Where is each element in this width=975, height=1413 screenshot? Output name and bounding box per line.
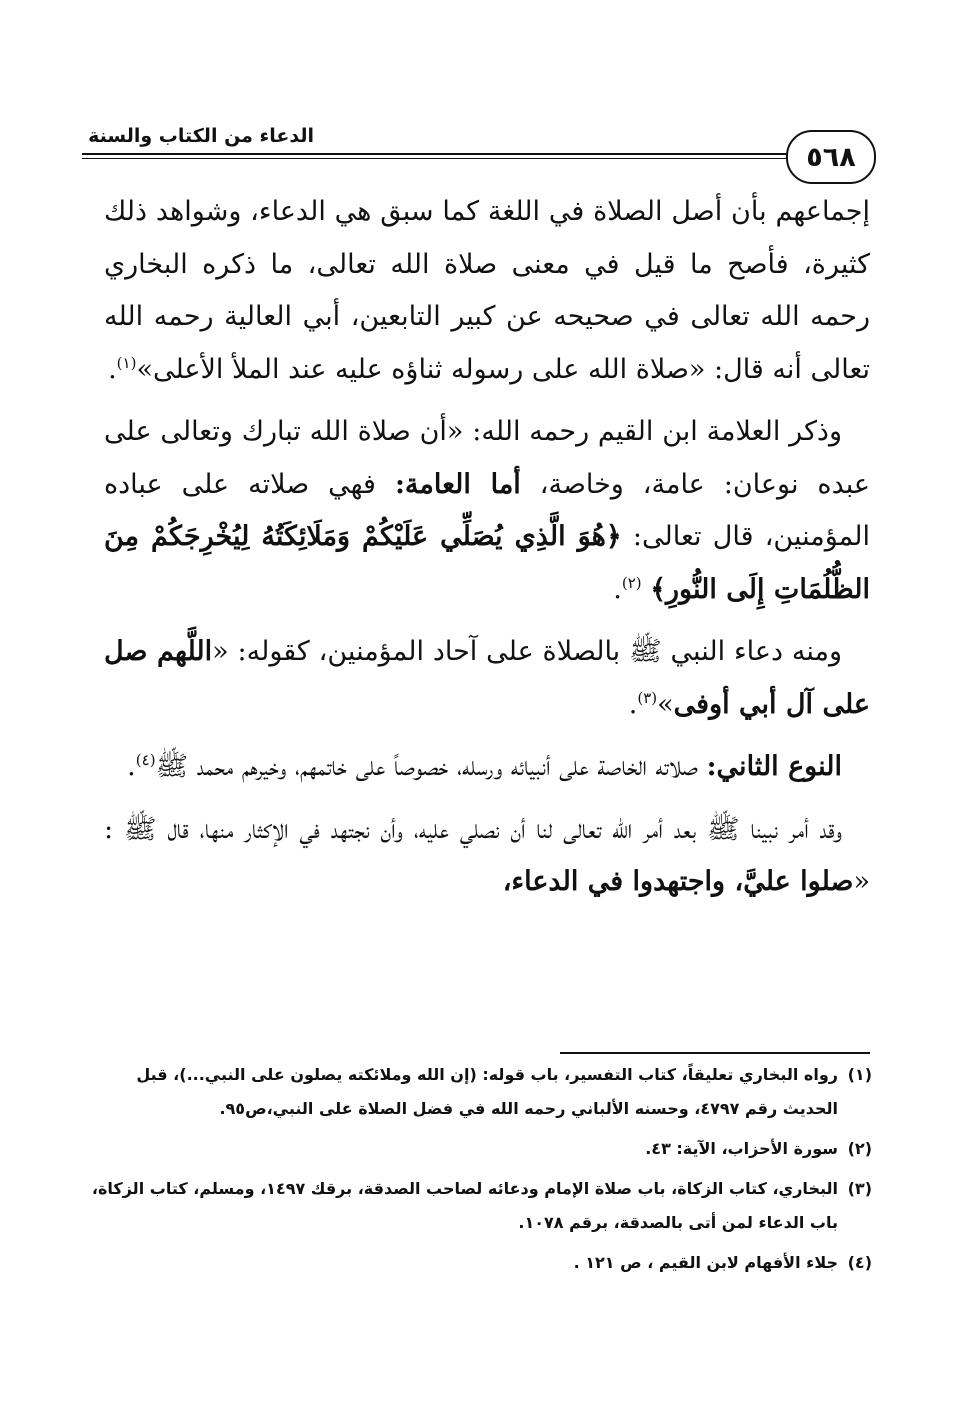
quote-close: » [657, 688, 674, 720]
footnote-separator [560, 1052, 870, 1054]
footnote-ref[interactable]: (٢) [621, 573, 642, 592]
paragraph-3 [104, 626, 870, 731]
bold-term: أما العامة: [394, 468, 521, 500]
footnote-item [84, 1132, 872, 1166]
footnote-item [84, 1172, 872, 1240]
paragraph-text: فهي صلاته على عباده المؤمنين، قال تعالى: [104, 468, 871, 552]
punctuation: . [613, 573, 622, 605]
paragraph-5 [104, 804, 870, 909]
punctuation: . [127, 751, 136, 782]
paragraph-text: ومنه دعاء النبي ﷺ بالصلاة على آحاد المؤمنين، كقوله: « [212, 636, 842, 667]
header-rule [82, 153, 798, 155]
footnote-number: (٢) [847, 1139, 872, 1158]
punctuation: . [108, 353, 117, 385]
footnote-number: (٤) [847, 1253, 872, 1272]
footnotes [84, 1058, 872, 1286]
bold-quote: صلوا عليَّ، واجتهدوا في الدعاء، [502, 866, 854, 897]
paragraph-text: صلاته الخاصة على أنبيائه ورسله، خصوصاً على خاتمهم، وخيرهم محمد ﷺ [155, 751, 698, 782]
paragraph-4 [104, 741, 870, 794]
footnote-text: سورة الأحزاب، الآية: ٤٣. [645, 1139, 838, 1158]
footnote-ref[interactable]: (٣) [637, 688, 658, 707]
running-header-title: الدعاء من الكتاب والسنة [88, 125, 314, 147]
paragraph-2 [104, 406, 870, 616]
footnote-text: جلاء الأفهام لابن القيم ، ص ١٢١ . [573, 1253, 838, 1272]
footnote-number: (١) [847, 1065, 872, 1084]
footnote-text: رواه البخاري تعليقاً، كتاب التفسير، باب قوله: (إن الله وملائكته يصلون على النبي...)، قبل الحديث رقم ٤٧٩٧، وحسنه الألباني رحمه الله في فضل الصلاة على النبي،ص٩٥. [136, 1065, 838, 1118]
paragraph-text: وذكر العلامة ابن القيم رحمه الله: «أن صلاة الله تبارك وتعالى على عبده نوعان: عامة، وخاصة، [104, 416, 870, 500]
page-number: ٥٦٨ [806, 141, 856, 173]
footnote-item [84, 1246, 872, 1280]
footnote-text: البخاري، كتاب الزكاة، باب صلاة الإمام ودعائه لصاحب الصدقة، برقك ١٤٩٧، ومسلم، كتاب الزكاة، باب الدعاء لمن أتى بالصدقة، برقم ١٠٧٨. [91, 1179, 838, 1232]
header-rule-thin [82, 158, 798, 159]
footnote-item [84, 1058, 872, 1126]
paragraph-1 [104, 186, 870, 396]
footnote-ref[interactable]: (١) [116, 353, 137, 372]
footnote-number: (٣) [847, 1179, 872, 1198]
paragraph-text: وقد أمر نبينا ﷺ بعد أمر الله تعالى لنا أن نصلي عليه، وأن نجتهد في الإكثار منها، قال ﷺ : « [104, 813, 870, 897]
punctuation: . [628, 688, 638, 720]
bold-quote: اللَّهم صل على آل أبي أوفى [104, 636, 870, 720]
paragraph-text: إجماعهم بأن أصل الصلاة في اللغة كما سبق هي الدعاء، وشواهد ذلك كثيرة، فأصح ما قيل في معنى صلاة الله تعالى، ما ذكره البخاري رحمه الله تعالى في صحيحه عن كبير التابعين، أبي العالية رحمه الله تعالى أنه قال: «صلاة الله على رسوله ثناؤه عليه عند الملأ الأعلى» [104, 196, 870, 385]
footnote-ref[interactable]: (٤) [135, 751, 156, 769]
page-number-badge [786, 130, 876, 184]
main-text [104, 186, 870, 919]
quran-verse: ﴿هُوَ الَّذِي يُصَلِّي عَلَيْكُمْ وَمَلَائِكَتُهُ لِيُخْرِجَكُمْ مِنَ الظُّلُمَاتِ إِلَى النُّورِ﴾ [104, 521, 870, 605]
bold-term: النوع الثاني: [706, 751, 842, 782]
